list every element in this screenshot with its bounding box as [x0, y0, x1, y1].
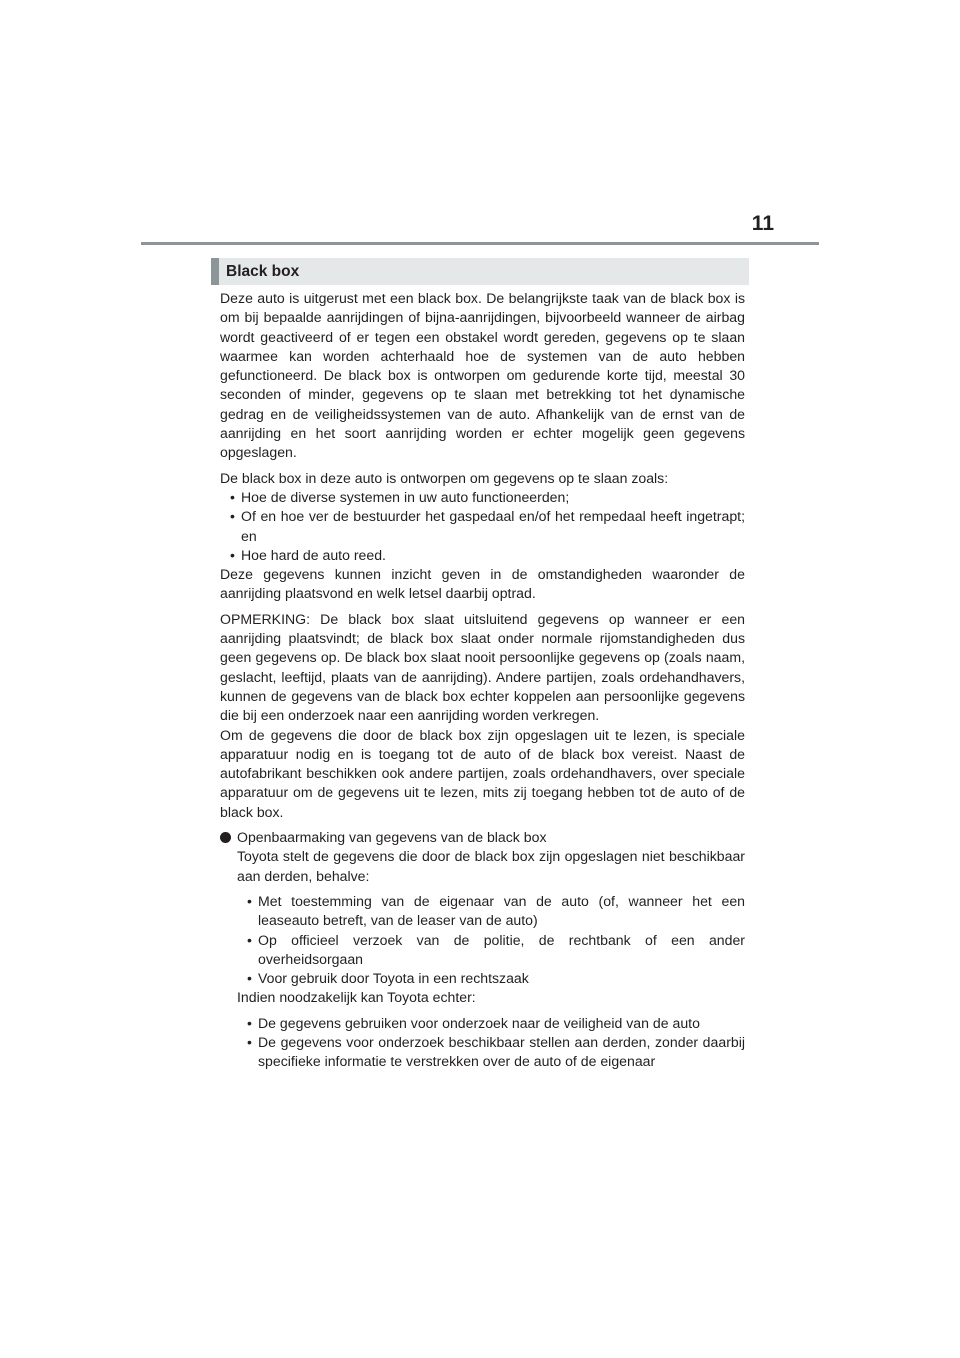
insight-paragraph: Deze gegevens kunnen inzicht geven in de omstandigheden waaronder de aanrijding plaatsvond en welk letsel daarbij optrad. [220, 566, 745, 602]
disclosure-followup: Indien noodzakelijk kan Toyota echter: [237, 989, 476, 1006]
list-item: • Hoe de diverse systemen in uw auto functioneerden; [220, 488, 745, 507]
disclosure-exceptions-list [237, 892, 745, 988]
list-item: • Op officieel verzoek van de politie, de rechtbank of een ander overheidsorgaan [237, 931, 745, 970]
section-body [220, 289, 745, 1072]
filled-circle-icon [220, 832, 231, 843]
header-rule [141, 242, 819, 245]
toyota-usage-list [237, 1014, 745, 1072]
intro-paragraph: Deze auto is uitgerust met een black box. De belangrijkste taak van de black box is om bij bepaalde aanrijdingen of bijna-aanrijdingen, bijvoorbeeld wanneer de airbag wordt geactiveerd of er tegen een obstakel wordt gereden, gegevens op te slaan waarmee kan worden achterhaald hoe de systemen van de auto hebben gefunctioneerd. De black box is ontworpen om gedurende korte tijd, meestal 30 seconden of minder, gegevens op te slaan met betrekking tot het dynamische gedrag en de veiligheidssystemen van de auto. Afhankelijk van de ernst van de aanrijding en het soort aanrijding worden er echter mogelijk geen gegevens opgeslagen. [220, 290, 745, 461]
readout-paragraph: Om de gegevens die door de black box zijn opgeslagen uit te lezen, is speciale apparatuur nodig en is toegang tot de auto of de black box vereist. Naast de autofabrikant beschikken ook andere partijen, zoals ordehandhavers, over speciale apparatuur om de gegevens uit te lezen, mits zij toegang hebben tot de auto of de black box. [220, 726, 745, 820]
data-types-intro: De black box in deze auto is ontworpen om gegevens op te slaan zoals: [220, 469, 669, 486]
disclosure-intro: Toyota stelt de gegevens die door de black box zijn opgeslagen niet beschikbaar aan derden, behalve: [237, 848, 745, 884]
note-paragraph: OPMERKING: De black box slaat uitsluitend gegevens op wanneer er een aanrijding plaatsvindt; de black box slaat onder normale rijomstandigheden dus geen gegevens op. De black box slaat nooit persoonlijke gegevens op (zoals naam, geslacht, leeftijd, plaats van de aanrijding). Andere partijen, zoals ordehandhavers, kunnen de gegevens van de black box echter koppelen aan persoonlijke gegevens die bij een onderzoek naar een aanrijding worden verkregen. [220, 610, 745, 724]
disclosure-section [220, 828, 745, 1072]
recorded-data-list [220, 488, 745, 565]
disclosure-title: Openbaarmaking van gegevens van de black box [237, 829, 547, 846]
list-item: • Of en hoe ver de bestuurder het gaspedaal en/of het rempedaal heeft ingetrapt; en [220, 507, 745, 546]
page-number: 11 [751, 212, 774, 235]
list-item: • Voor gebruik door Toyota in een rechtszaak [237, 969, 745, 988]
list-item: • Hoe hard de auto reed. [220, 546, 745, 565]
section-heading: Black box [211, 258, 749, 285]
list-item: • De gegevens voor onderzoek beschikbaar stellen aan derden, zonder daarbij specifieke informatie te verstrekken over de auto of de eigenaar [237, 1033, 745, 1072]
list-item: • Met toestemming van de eigenaar van de auto (of, wanneer het een leaseauto betreft, van de leaser van de auto) [237, 892, 745, 931]
list-item: • De gegevens gebruiken voor onderzoek naar de veiligheid van de auto [237, 1014, 745, 1033]
